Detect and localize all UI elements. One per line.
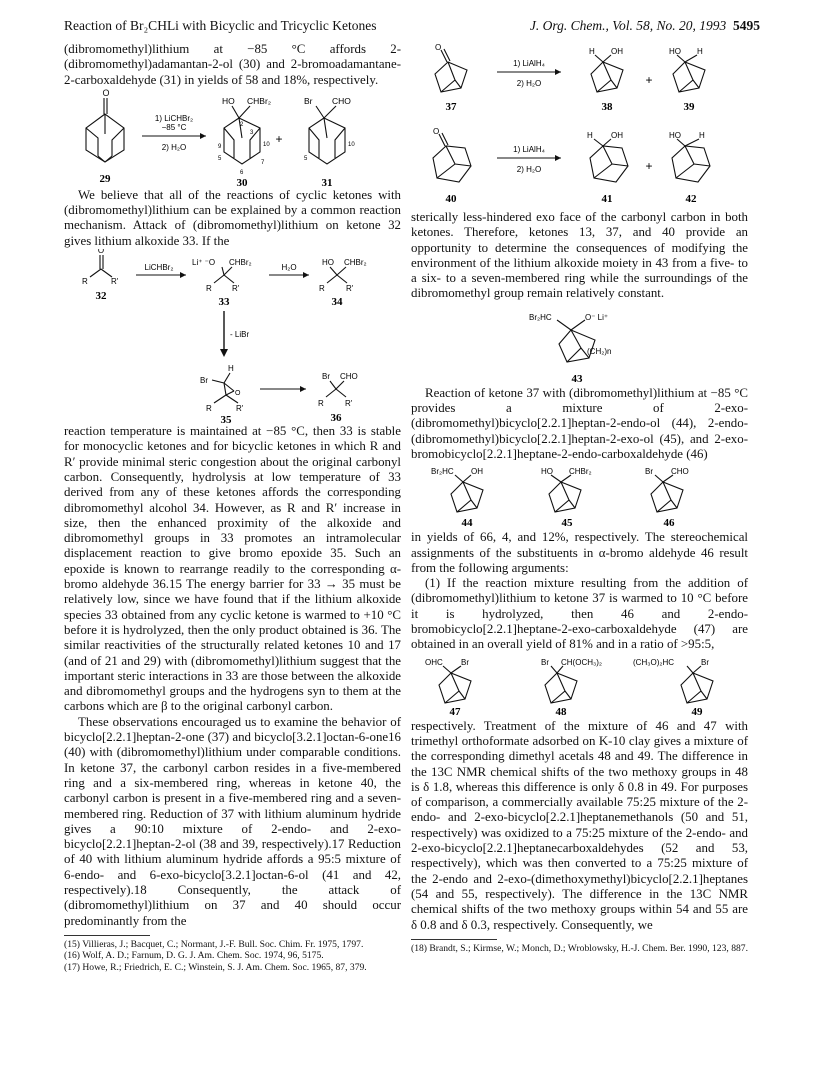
svg-text:5: 5 xyxy=(218,155,222,162)
svg-text:10: 10 xyxy=(263,141,270,148)
compound-label-37: 37 xyxy=(445,101,457,113)
compound-label-49: 49 xyxy=(691,705,703,718)
left-column xyxy=(64,42,401,973)
svg-text:OH: OH xyxy=(611,131,623,140)
scheme-lialh4-reductions xyxy=(411,42,748,210)
svg-text:Br: Br xyxy=(322,372,330,382)
svg-text:CHO: CHO xyxy=(332,95,351,106)
footnote-divider xyxy=(64,935,150,936)
svg-text:CHBr₂: CHBr₂ xyxy=(247,95,272,106)
scheme-mechanism xyxy=(64,249,401,424)
right-paragraph-4: (1) If the reaction mixture resulting from the addition of (dibromomethyl)lithium to ketone 37 is warmed to 10 °C before it is hydrolyzed, then 46 and 2-endo-bromobicyclo[2.2.1]heptane-2-exo-carboxaldehyde (47) are obtained in an overall yield of 81% and in a ratio of >95:5, xyxy=(411,576,748,652)
reagent-water-mech: H₂O xyxy=(281,263,297,273)
svg-text:R: R xyxy=(318,399,324,409)
svg-text:R': R' xyxy=(111,277,119,287)
running-header-journal xyxy=(530,18,760,34)
svg-text:R: R xyxy=(206,404,212,414)
svg-text:Br: Br xyxy=(701,657,709,667)
compound-label-42: 42 xyxy=(685,193,697,205)
svg-text:Br₂HC: Br₂HC xyxy=(431,467,454,477)
svg-text:Br: Br xyxy=(461,657,469,667)
compound-label-30: 30 xyxy=(236,176,248,188)
svg-text:HO: HO xyxy=(669,47,681,56)
footnote-16: (16) Wolf, A. D.; Farnum, D. G. J. Am. Chem. Soc. 1974, 96, 5175. xyxy=(64,950,324,962)
compound-label-48: 48 xyxy=(555,705,567,718)
svg-text:OHC: OHC xyxy=(425,657,443,667)
scheme-alkoxide-43 xyxy=(411,302,748,386)
right-paragraph-1: sterically less-hindered exo face of the carbonyl carbon in both ketones. Therefore, ketones 13, 37, and 40 provide an opportunity to determine the consequences of modifying the environment of the lithium alkoxide moiety in 43 from a five- to a six- to a seven-membered ring while the surroundings of the dibromomethyl group remain relatively constant. xyxy=(411,210,748,301)
svg-text:O: O xyxy=(102,87,110,98)
svg-text:O: O xyxy=(235,390,241,398)
plus-sign: + xyxy=(275,131,283,146)
compound-label-34: 34 xyxy=(331,296,343,309)
group-acetal-48: CH(OCH₃)₂ xyxy=(561,657,603,667)
svg-text:O: O xyxy=(97,249,105,256)
svg-text:HO: HO xyxy=(669,131,681,140)
reagent-licbr2-mech: LiCHBr₂ xyxy=(144,263,174,273)
svg-text:R': R' xyxy=(236,404,244,414)
compound-label-39: 39 xyxy=(683,101,695,113)
left-paragraph-2: We believe that all of the reactions of cyclic ketones with (dibromomethyl)lithium can be explained by a common reaction mechanism. Attack of (dibromomethyl)lithium on ketone 32 gives lithium alkoxide 33. If the xyxy=(64,187,401,248)
journal-citation: J. Org. Chem., Vol. 58, No. 20, 1993 xyxy=(529,18,727,33)
scheme-products-47-49 xyxy=(411,653,748,719)
svg-text:OH: OH xyxy=(611,47,623,56)
reagent-licbr2: 1) LiCHBr₂ xyxy=(154,113,194,123)
svg-text:7: 7 xyxy=(261,159,265,166)
svg-text:HO: HO xyxy=(322,258,334,268)
svg-text:HO: HO xyxy=(541,467,553,477)
group-acetal-49: (CH₃O)₂HC xyxy=(633,657,675,667)
compound-label-47: 47 xyxy=(449,705,461,718)
group-ring: (CH₂)n xyxy=(587,346,612,356)
svg-text:H: H xyxy=(587,131,593,140)
svg-text:R: R xyxy=(82,277,88,287)
svg-text:O: O xyxy=(435,43,442,52)
compound-label-43: 43 xyxy=(571,372,583,385)
left-paragraph-3: reaction temperature is maintained at −85 °C, then 33 is stable for monocyclic ketones and for bicyclic ketones in which R and R′ provide minimal steric congestion about the original carbonyl carbon. Consequently, hydrolysis at low temperature of 33 derived from any of these ketones affords the corresponding dibromomethyl alcohol 34. However, as R and R′ increase in size, then the enhanced proximity of the alkoxide and dibromomethyl groups in 33 promotes an intramolecular displacement reaction to give bromo epoxide 35. Such an epoxide is known to rearrange readily to the corresponding α-bromo aldehyde 36.15 The energy barrier for 33 → 35 must be relatively low, since we have found that if the lithium alkoxide species 33 obtained from any cyclic ketone is warmed to +10 °C before it is hydrolyzed, then the only product obtained is 36. The similar reactivities of the structurally related ketones 10 and 17 (and of 21 and 29) with (dibromomethyl)lithium suggest that the important steric interactions in 33 are those between the alkoxide and dibromomethyl groups and the hydrogens syn to them at the carbons which are β to the original carbonyl carbon. xyxy=(64,424,401,714)
svg-text:10: 10 xyxy=(348,141,355,148)
left-paragraph-1: (dibromomethyl)lithium at −85 °C affords 2-(dibromomethyl)adamantan-2-ol (30) and 2-bromoadamantane-2-carboxaldehyde (31) in yields of 58 and 18%, respectively. xyxy=(64,42,401,87)
reagent-water-b: 2) H₂O xyxy=(516,165,542,174)
svg-text:2: 2 xyxy=(240,121,244,128)
group-dibromomethyl: Br₂HC xyxy=(529,312,552,322)
svg-text:OH: OH xyxy=(471,467,483,477)
group-alkoxide: O⁻ Li⁺ xyxy=(585,312,609,322)
svg-text:9: 9 xyxy=(218,143,222,150)
svg-text:R': R' xyxy=(346,284,354,294)
left-paragraph-4: These observations encouraged us to examine the behavior of bicyclo[2.2.1]heptan-2-one (37) and bicyclo[3.2.1]octan-6-one16 (40) with (dibromomethyl)lithium under comparable conditions. In ketone 37, the carbonyl carbon resides in a five-membered ring and a six-membered ring, whereas in ketone 40, the carbonyl carbon is present in a five-membered ring and a seven-membered ring. Reduction of 37 with lithium aluminum hydride gives a 90:10 mixture of 2-endo- and 2-exo-bicyclo[2.2.1]heptan-2-ol (38 and 39, respectively).17 Reduction of 40 with lithium aluminum hydride affords a 95:5 mixture of 6-endo- and 6-exo-bicyclo[3.2.1]octan-6-ol (41 and 42, respectively).18 Consequently, the attack of (dibromomethyl)lithium on 37 and 40 should occur predominantly from the xyxy=(64,714,401,928)
svg-text:CHO: CHO xyxy=(671,467,689,477)
footnote-18: (18) Brandt, S.; Kirmse, W.; Monch, D.; Wroblowsky, H.-J. Chem. Ber. 1990, 123, 887. xyxy=(411,942,748,954)
svg-text:3: 3 xyxy=(250,129,254,136)
svg-text:Br: Br xyxy=(541,657,549,667)
footnote-15: (15) Villieras, J.; Bacquet, C.; Normant, J.-F. Bull. Soc. Chim. Fr. 1975, 1797. xyxy=(64,938,364,950)
plus-sign-b: + xyxy=(645,159,653,173)
compound-label-41: 41 xyxy=(601,193,613,205)
running-header-title: Reaction of Br₂CHLi with Bicyclic and Tricyclic Ketones xyxy=(64,18,377,33)
svg-text:R': R' xyxy=(345,399,353,409)
right-paragraph-3: in yields of 66, 4, and 12%, respectively. The stereochemical assignments of the substituents in α-bromo aldehyde 46 result from the following arguments: xyxy=(411,530,748,575)
compound-label-33: 33 xyxy=(218,296,230,309)
compound-label-44: 44 xyxy=(461,517,473,530)
reagent-water: 2) H₂O xyxy=(161,142,187,152)
right-column xyxy=(411,42,748,954)
footnote-17: (17) Howe, R.; Friedrich, E. C.; Winstein, S. J. Am. Chem. Soc. 1965, 87, 379. xyxy=(64,961,367,973)
right-paragraph-5: respectively. Treatment of the mixture of 46 and 47 with trimethyl orthoformate adsorbed on K-10 clay gives a mixture of the corresponding dimethyl acetals 48 and 49. The difference in the 13C NMR chemical shifts of the two methoxy groups in 48 is δ 1.8, whereas this difference is only δ 0.8 in 49. For purposes of comparison, a commercially available 75:25 mixture of the 2-endo- and 2-exo-bicyclo[2.2.1]heptanemethanols (50 and 51, respectively) was oxidized to a 75:25 mixture of the 2-endo- and 2-exo-bicyclo[2.2.1]heptanecarboxaldehydes (52 and 53, respectively), which was then converted to a 75:25 mixture of the 2-endo and 2-exo-(dimethoxymethyl)bicyclo[2.2.1]heptanes (54 and 55, respectively). The difference in the 13C NMR chemical shifts of the two methoxy groups within 54 and 55 are δ 0.8 and δ 0.3, respectively. Consequently, we xyxy=(411,718,748,932)
plus-sign-a: + xyxy=(645,73,653,87)
svg-text:CHBr₂: CHBr₂ xyxy=(229,258,252,268)
svg-text:H: H xyxy=(699,131,705,140)
reagent-temp: −85 °C xyxy=(161,122,187,132)
compound-label-31: 31 xyxy=(321,176,333,188)
reagent-libr: - LiBr xyxy=(230,330,250,340)
svg-text:HO: HO xyxy=(222,95,235,106)
svg-text:H: H xyxy=(589,47,595,56)
svg-text:6: 6 xyxy=(240,169,244,176)
svg-text:CHO: CHO xyxy=(340,372,358,382)
footnote-divider-right xyxy=(411,939,497,940)
svg-text:O: O xyxy=(433,127,440,136)
right-paragraph-2: Reaction of ketone 37 with (dibromomethyl)lithium at −85 °C provides a mixture of 2-exo-(dibromomethyl)bicyclo[2.2.1]heptan-2-endo-ol (44), 2-endo-(dibromomethyl)bicyclo[2.2.1]heptan-2-exo-ol (45), and 2-exo-bromobicyclo[2.2.1]heptane-2-endo-carboxaldehyde (46) xyxy=(411,385,748,461)
page-number: 5495 xyxy=(733,18,760,33)
svg-text:CHBr₂: CHBr₂ xyxy=(344,258,367,268)
svg-text:CHBr₂: CHBr₂ xyxy=(569,467,592,477)
compound-label-40: 40 xyxy=(445,193,457,205)
svg-text:R': R' xyxy=(232,284,240,294)
compound-label-32: 32 xyxy=(95,290,107,303)
compound-label-46: 46 xyxy=(663,517,675,530)
svg-text:R: R xyxy=(319,284,325,294)
reagent-lialh4-b: 1) LiAlH₄ xyxy=(513,145,545,154)
svg-text:5: 5 xyxy=(304,155,308,162)
scheme-adamantanone-reaction xyxy=(64,88,401,188)
svg-text:Br: Br xyxy=(304,95,313,106)
compound-label-29: 29 xyxy=(99,172,111,185)
compound-label-36: 36 xyxy=(330,412,342,425)
svg-text:H: H xyxy=(228,364,234,374)
reagent-lialh4-a: 1) LiAlH₄ xyxy=(513,59,545,68)
svg-text:Br: Br xyxy=(645,467,653,477)
compound-label-38: 38 xyxy=(601,101,613,113)
reagent-water-a: 2) H₂O xyxy=(516,79,542,88)
compound-label-35: 35 xyxy=(220,414,232,425)
svg-text:R: R xyxy=(206,284,212,294)
compound-label-45: 45 xyxy=(561,517,573,530)
svg-text:Li⁺ ⁻O: Li⁺ ⁻O xyxy=(192,258,216,268)
svg-text:Br: Br xyxy=(200,376,208,386)
svg-text:H: H xyxy=(697,47,703,56)
scheme-products-44-46 xyxy=(411,462,748,530)
